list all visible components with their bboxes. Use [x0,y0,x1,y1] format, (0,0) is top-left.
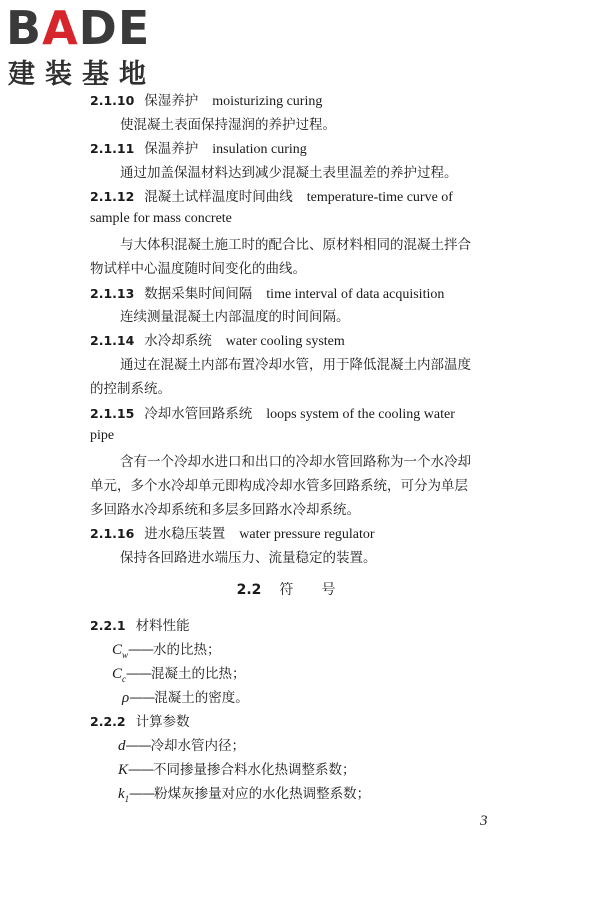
term-english: moisturizing curing [212,94,323,109]
term-number: 2.1.15 [90,406,135,421]
term-heading [90,91,322,112]
symbol-dash: —— [125,738,151,754]
term-heading [90,187,453,208]
term-chinese: 保温养护 [144,141,199,157]
subsection-title: 计算参数 [135,714,190,730]
symbol: d [118,738,126,754]
term-definition: 物试样中心温度随时间变化的曲线。 [90,261,306,277]
term-heading [90,139,307,160]
symbol-dash: —— [128,642,154,658]
symbol-entry [112,640,221,665]
term-english: water pressure regulator [239,527,375,542]
section-number: 2.2 [236,582,262,598]
symbol-description: 水的比热； [153,642,221,658]
term-english: water cooling system [225,334,345,349]
term-number: 2.1.14 [90,333,135,348]
term-english-continued: pipe [90,428,115,443]
term-english: loops system of the cooling water [266,407,455,422]
term-definition: 通过加盖保温材料达到减少混凝土表里温差的养护过程。 [120,165,458,181]
subsection-number: 2.2.2 [90,714,126,729]
term-definition: 多回路水冷却系统和多层多回路水冷却系统。 [90,502,360,518]
symbol: ρ [122,690,130,706]
term-english: temperature-time curve of [306,190,453,205]
term-definition: 含有一个冷却水进口和出口的冷却水管回路称为一个水冷却 [120,454,471,470]
subsection-heading [90,616,190,636]
page-number: 3 [480,813,488,829]
term-chinese: 进水稳压装置 [144,526,226,542]
logo-chinese-name: 建装基地 [8,59,156,90]
term-english-continued: sample for mass concrete [90,211,232,226]
symbol: $k_1$ [118,786,130,804]
symbol-entry [118,760,356,780]
symbol-description: 混凝土的比热； [151,666,246,682]
symbol-description: 粉煤灰掺量对应的水化热调整系数； [154,786,371,802]
term-heading [90,331,345,352]
symbol-entry [118,736,245,756]
symbol-dash: —— [129,690,155,706]
symbol: K [118,762,129,778]
term-chinese: 冷却水管回路系统 [144,406,253,422]
term-heading [90,284,444,305]
symbol-description: 冷却水管内径； [150,738,245,754]
term-chinese: 保湿养护 [144,93,199,109]
term-number: 2.1.16 [90,526,135,541]
term-definition: 与大体积混凝土施工时的配合比、原材料相同的混凝土拌合 [120,237,471,253]
symbol-dash: —— [126,666,152,682]
subsection-number: 2.2.1 [90,618,126,633]
term-number: 2.1.11 [90,141,135,156]
term-number: 2.1.13 [90,286,135,301]
term-english: time interval of data acquisition [266,287,445,302]
term-number: 2.1.12 [90,189,135,204]
brand-logo [6,2,178,94]
symbol-description: 混凝土的密度。 [154,690,249,706]
symbol-description: 不同掺量掺合料水化热调整系数； [153,762,356,778]
term-english: insulation curing [212,142,307,157]
section-heading [0,580,600,600]
term-definition: 使混凝土表面保持湿润的养护过程。 [120,117,336,133]
term-definition: 连续测量混凝土内部温度的时间间隔。 [120,309,350,325]
term-chinese: 混凝土试样温度时间曲线 [144,189,293,205]
term-heading [90,524,375,545]
symbol-entry [122,688,249,708]
symbol-entry [118,784,370,809]
term-heading [90,404,455,425]
term-definition: 单元，多个水冷却单元即构成冷却水管多回路系统，可分为单层 [90,478,468,494]
term-number: 2.1.10 [90,93,135,108]
symbol-dash: —— [128,762,154,778]
symbol: $C_c$ [112,666,127,684]
term-definition: 保持各回路进水端压力、流量稳定的装置。 [120,550,377,566]
symbol-entry [112,664,246,689]
term-chinese: 数据采集时间间隔 [144,286,253,302]
section-title: 符号 [279,582,364,598]
subsection-heading [90,712,190,732]
logo-accent-letter: A [42,1,79,55]
symbol: $C_w$ [112,642,129,660]
term-chinese: 水冷却系统 [144,333,212,349]
symbol-dash: —— [129,786,155,802]
subsection-title: 材料性能 [135,618,190,634]
term-definition: 通过在混凝土内部布置冷却水管，用于降低混凝土内部温度 [120,357,471,373]
logo-wordmark: BADE [6,1,151,55]
term-definition: 的控制系统。 [90,381,171,397]
